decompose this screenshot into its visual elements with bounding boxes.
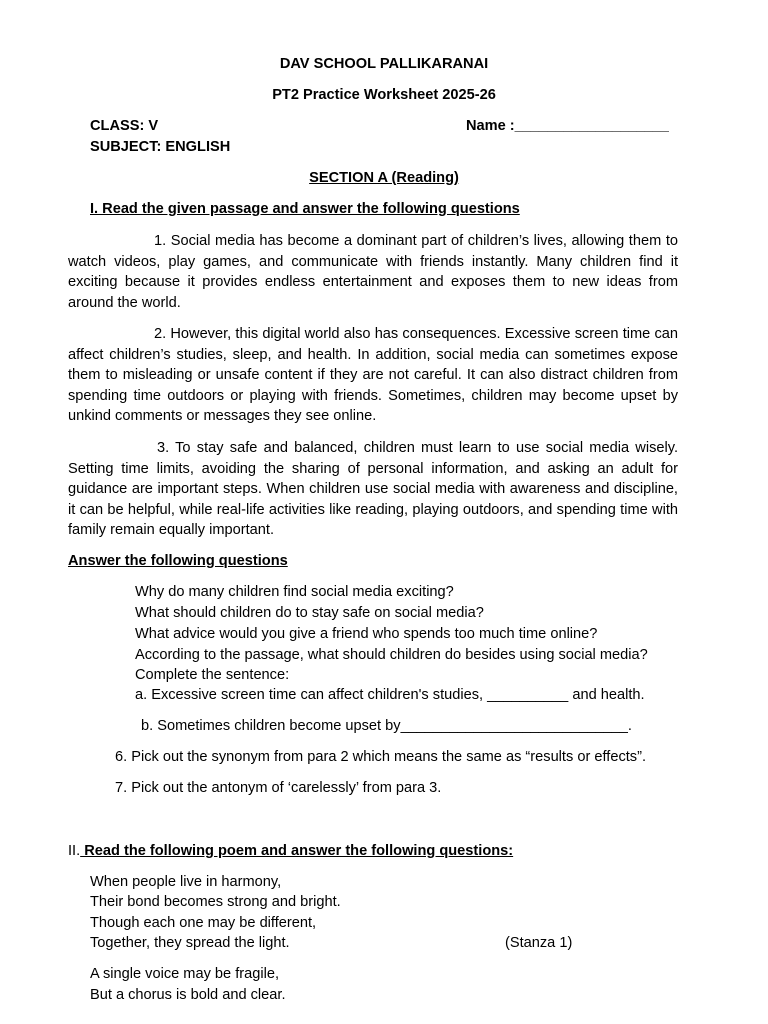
question-4: According to the passage, what should children do besides using social media? [135, 647, 648, 663]
poem-line: Their bond becomes strong and bright. [90, 894, 341, 910]
poem-line: Together, they spread the light. [90, 935, 290, 951]
section-a-instruction: I. Read the given passage and answer the following questions [90, 201, 520, 217]
name-field: Name :___________________ [466, 118, 669, 134]
section-b-prefix: II. [68, 843, 81, 859]
subject-label: SUBJECT: ENGLISH [90, 139, 231, 155]
question-7: 7. Pick out the antonym of ‘carelessly’ from para 3. [115, 780, 442, 796]
question-2: What should children do to stay safe on social media? [135, 605, 484, 621]
section-b-instruction [68, 842, 513, 862]
stanza-1-label: (Stanza 1) [505, 935, 573, 951]
section-a-title [0, 169, 768, 189]
poem-line: A single voice may be fragile, [90, 966, 280, 982]
passage-paragraph-3-text: 3. To stay safe and balanced, children must learn to use social media wisely. Setting time limits, avoiding the sharing of personal information, and asking an adult for guidance are important steps. When children use social media with awareness and discipline, it can be helpful, while real-life activities like reading, playing outdoors, and spending time with family remain equally important. [68, 440, 678, 539]
passage-paragraph-2-text: 2. However, this digital world also has consequences. Excessive screen time can affect children’s studies, sleep, and health. In addition, social media can sometimes expose them to misleading or unsafe content if they are not careful. It can also distract children from spending time outdoors or playing with friends. Sometimes, children may become upset by unkind comments or messages they see online. [68, 326, 678, 425]
passage-paragraph-2 [68, 324, 678, 427]
school-name: DAV SCHOOL PALLIKARANAI [279, 56, 489, 72]
section-b-instruction-text: Read the following poem and answer the following questions: [80, 843, 514, 859]
poem-line: When people live in harmony, [90, 874, 282, 890]
question-5b: b. Sometimes children become upset by____________________________. [141, 718, 632, 734]
class-label: CLASS: V [90, 118, 159, 134]
passage-paragraph-1-text: 1. Social media has become a dominant part of children’s lives, allowing them to watch videos, play games, and communicate with friends instantly. Many children find it exciting because it provides endless entertainment and exposes them to new ideas from around the world. [68, 233, 678, 311]
poem-line: But a chorus is bold and clear. [90, 987, 286, 1003]
question-5a: a. Excessive screen time can affect children's studies, __________ and health. [135, 687, 645, 703]
section-a-title-text: SECTION A (Reading) [309, 170, 459, 186]
poem-line: Though each one may be different, [90, 915, 317, 931]
worksheet-title: PT2 Practice Worksheet 2025-26 [272, 87, 496, 103]
question-1: Why do many children find social media exciting? [135, 584, 454, 600]
question-5: Complete the sentence: [135, 667, 290, 683]
question-3: What advice would you give a friend who spends too much time online? [135, 626, 598, 642]
passage-paragraph-1 [68, 231, 678, 313]
questions-heading: Answer the following questions [68, 553, 288, 569]
question-6: 6. Pick out the synonym from para 2 which means the same as “results or effects”. [115, 749, 647, 765]
passage-paragraph-3 [68, 438, 678, 541]
